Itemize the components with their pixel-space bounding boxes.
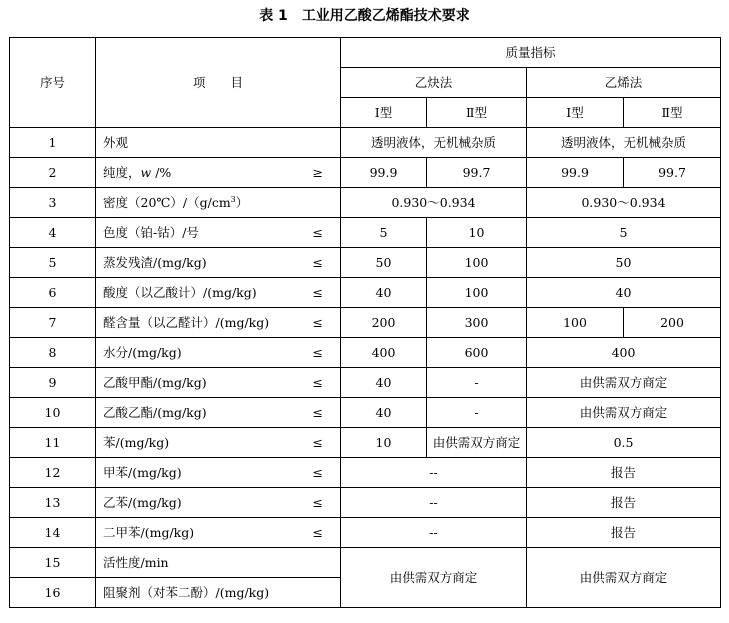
row-number: 2 bbox=[10, 158, 96, 188]
value-acetylene: -- bbox=[341, 488, 527, 518]
value-acetylene-type1: 400 bbox=[341, 338, 427, 368]
comparison-sign: ≤ bbox=[312, 224, 323, 240]
row-number: 5 bbox=[10, 248, 96, 278]
value-acetylene-type1: 50 bbox=[341, 248, 427, 278]
technical-requirements-table bbox=[9, 37, 721, 608]
row-number: 4 bbox=[10, 218, 96, 248]
value-acetylene-type2: - bbox=[427, 398, 527, 428]
value-acetylene-type1: 40 bbox=[341, 278, 427, 308]
table-row bbox=[10, 248, 721, 278]
value-acetylene: 由供需双方商定 bbox=[341, 548, 527, 608]
value-ethylene: 400 bbox=[527, 338, 721, 368]
comparison-sign: ≤ bbox=[312, 254, 323, 270]
row-number: 10 bbox=[10, 398, 96, 428]
comparison-sign: ≥ bbox=[312, 164, 323, 180]
table-row bbox=[10, 368, 721, 398]
value-acetylene: -- bbox=[341, 518, 527, 548]
row-number: 8 bbox=[10, 338, 96, 368]
value-acetylene: 0.930～0.934 bbox=[341, 188, 527, 218]
value-ethylene: 由供需双方商定 bbox=[527, 398, 721, 428]
value-acetylene-type2: 99.7 bbox=[427, 158, 527, 188]
header-method-ethylene: 乙烯法 bbox=[527, 68, 721, 98]
value-ethylene-type2: 99.7 bbox=[624, 158, 721, 188]
row-item: 水分/(mg/kg) ≤ bbox=[96, 338, 341, 368]
value-ethylene: 0.5 bbox=[527, 428, 721, 458]
row-number: 15 bbox=[10, 548, 96, 578]
comparison-sign: ≤ bbox=[312, 374, 323, 390]
table-row bbox=[10, 488, 721, 518]
table-row bbox=[10, 308, 721, 338]
row-item: 甲苯/(mg/kg) ≤ bbox=[96, 458, 341, 488]
comparison-sign: ≤ bbox=[312, 314, 323, 330]
table-number: 表 1 bbox=[259, 8, 288, 24]
header-b-type2: Ⅱ型 bbox=[624, 98, 721, 128]
row-item: 纯度，w /% ≥ bbox=[96, 158, 341, 188]
value-ethylene: 40 bbox=[527, 278, 721, 308]
header-quality: 质量指标 bbox=[341, 38, 721, 68]
value-ethylene: 50 bbox=[527, 248, 721, 278]
row-number: 16 bbox=[10, 578, 96, 608]
comparison-sign: ≤ bbox=[312, 524, 323, 540]
value-ethylene-type1: 100 bbox=[527, 308, 624, 338]
value-ethylene: 由供需双方商定 bbox=[527, 548, 721, 608]
table-row bbox=[10, 548, 721, 578]
row-number: 7 bbox=[10, 308, 96, 338]
row-number: 9 bbox=[10, 368, 96, 398]
value-acetylene-type2: 600 bbox=[427, 338, 527, 368]
header-b-type1: Ⅰ型 bbox=[527, 98, 624, 128]
value-ethylene: 报告 bbox=[527, 458, 721, 488]
table-row bbox=[10, 338, 721, 368]
row-number: 6 bbox=[10, 278, 96, 308]
value-acetylene-type1: 200 bbox=[341, 308, 427, 338]
row-item: 蒸发残渣/(mg/kg) ≤ bbox=[96, 248, 341, 278]
row-item: 苯/(mg/kg) ≤ bbox=[96, 428, 341, 458]
row-item: 密度$(20℃)/(g/cm^3)$ bbox=[96, 188, 341, 218]
header-row-1 bbox=[10, 38, 721, 68]
table-row bbox=[10, 458, 721, 488]
table-row bbox=[10, 428, 721, 458]
comparison-sign: ≤ bbox=[312, 494, 323, 510]
value-acetylene-type1: 10 bbox=[341, 428, 427, 458]
row-item: 乙酸甲酯/(mg/kg) ≤ bbox=[96, 368, 341, 398]
value-acetylene-type2: 由供需双方商定 bbox=[427, 428, 527, 458]
value-acetylene-type1: 40 bbox=[341, 398, 427, 428]
value-ethylene: 5 bbox=[527, 218, 721, 248]
row-item: 色度（铂-钴）/号 ≤ bbox=[96, 218, 341, 248]
value-ethylene: 报告 bbox=[527, 518, 721, 548]
value-ethylene: 透明液体，无机械杂质 bbox=[527, 128, 721, 158]
table-row bbox=[10, 128, 721, 158]
comparison-sign: ≤ bbox=[312, 464, 323, 480]
value-acetylene-type1: 40 bbox=[341, 368, 427, 398]
row-item: 活性度/min bbox=[96, 548, 341, 578]
value-acetylene-type2: 300 bbox=[427, 308, 527, 338]
row-number: 3 bbox=[10, 188, 96, 218]
comparison-sign: ≤ bbox=[312, 404, 323, 420]
table-row bbox=[10, 398, 721, 428]
header-a-type1: Ⅰ型 bbox=[341, 98, 427, 128]
table-row bbox=[10, 158, 721, 188]
row-number: 11 bbox=[10, 428, 96, 458]
row-item: 二甲苯/(mg/kg) ≤ bbox=[96, 518, 341, 548]
value-ethylene: 由供需双方商定 bbox=[527, 368, 721, 398]
table-row bbox=[10, 218, 721, 248]
header-method-acetylene: 乙炔法 bbox=[341, 68, 527, 98]
value-ethylene-type1: 99.9 bbox=[527, 158, 624, 188]
value-acetylene-type2: 10 bbox=[427, 218, 527, 248]
value-ethylene: 0.930～0.934 bbox=[527, 188, 721, 218]
comparison-sign: ≤ bbox=[312, 284, 323, 300]
row-item: 乙苯/(mg/kg) ≤ bbox=[96, 488, 341, 518]
value-ethylene: 报告 bbox=[527, 488, 721, 518]
row-item: 乙酸乙酯/(mg/kg) ≤ bbox=[96, 398, 341, 428]
comparison-sign: ≤ bbox=[312, 344, 323, 360]
header-seq: 序号 bbox=[10, 38, 96, 128]
header-item: 项 目 bbox=[96, 38, 341, 128]
value-ethylene-type2: 200 bbox=[624, 308, 721, 338]
row-item: 外观 bbox=[96, 128, 341, 158]
table-title: 工业用乙酸乙烯酯技术要求 bbox=[301, 8, 470, 24]
value-acetylene-type1: 99.9 bbox=[341, 158, 427, 188]
value-acetylene-type1: 5 bbox=[341, 218, 427, 248]
value-acetylene: -- bbox=[341, 458, 527, 488]
value-acetylene-type2: - bbox=[427, 368, 527, 398]
row-number: 1 bbox=[10, 128, 96, 158]
table-row bbox=[10, 278, 721, 308]
row-number: 14 bbox=[10, 518, 96, 548]
header-a-type2: Ⅱ型 bbox=[427, 98, 527, 128]
value-acetylene-type2: 100 bbox=[427, 248, 527, 278]
table-row bbox=[10, 518, 721, 548]
value-acetylene: 透明液体，无机械杂质 bbox=[341, 128, 527, 158]
table-row bbox=[10, 188, 721, 218]
table-caption bbox=[0, 7, 729, 25]
row-number: 13 bbox=[10, 488, 96, 518]
comparison-sign: ≤ bbox=[312, 434, 323, 450]
row-item: 阻聚剂（对苯二酚）/(mg/kg) bbox=[96, 578, 341, 608]
row-item: 酸度（以乙酸计）/(mg/kg) ≤ bbox=[96, 278, 341, 308]
value-acetylene-type2: 100 bbox=[427, 278, 527, 308]
row-number: 12 bbox=[10, 458, 96, 488]
row-item: 醛含量（以乙醛计）/(mg/kg) ≤ bbox=[96, 308, 341, 338]
